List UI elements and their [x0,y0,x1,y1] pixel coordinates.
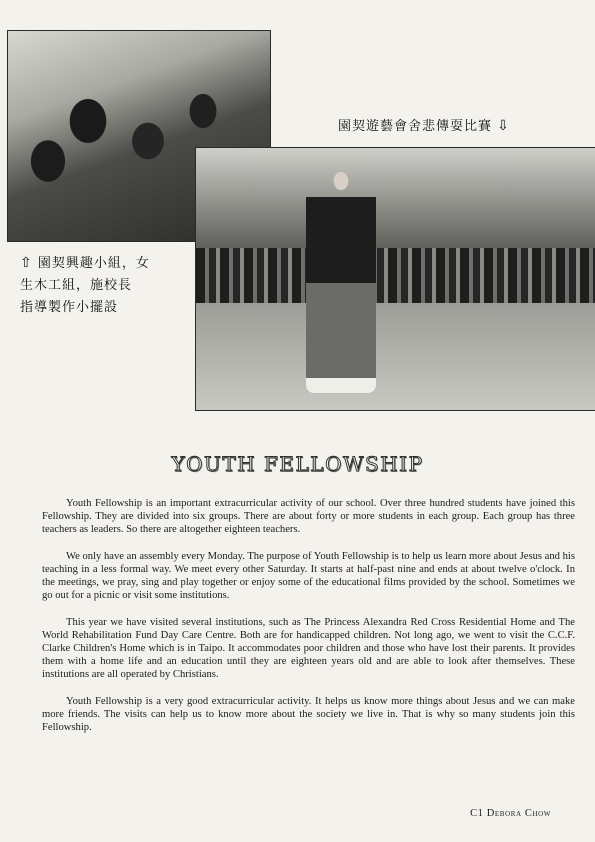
caption-top-text: 園契遊藝會舍悲傳耍比賽 [338,119,493,134]
caption-left-line-3: 指導製作小擺設 [20,300,119,315]
paragraph: This year we have visited several institutions, such as The Princess Alexandra Red Cross Residential Home and The World Rehabilitation Fund Day Care Centre. Both are for handicapped children. Not long ago, we went to visit the C.C.F. Clarke Children's Home which is in Taipo. It accommodates poor children and those who have lost their parents. It provides them with a home life and an education until they are eighteen years old and are able to look after themselves. These institutions are all operated by Christians. [42,617,575,680]
contest-photo [195,147,595,411]
paragraph: Youth Fellowship is a very good extracurricular activity. It helps us know more things about Jesus and we can make more friends. The visits can help us to know more about the society we live in. That is why so many students join this Fellowship. [42,696,575,733]
paragraph: We only have an assembly every Monday. The purpose of Youth Fellowship is to help us learn more about Jesus and his teaching in a less formal way. We meet every other Saturday. It starts at half-past nine and ends at about twelve o'clock. In the meetings, we pray, sing and play together or enjoy some of the educational films provided by the school. Sometimes we go out for a picnic or visit some institutions. [42,551,575,601]
article-title: YOUTH FELLOWSHIP [171,452,424,476]
arrow-up-icon: ⇧ [20,255,33,271]
author-byline: C1 Debora Chow [470,808,551,819]
caption-left-line-2: 生木工組，施校長 [20,278,133,293]
contest-photo-caption [338,115,510,134]
article-body [42,497,575,748]
walking-student-figure [306,163,376,393]
woodwork-photo-caption [20,252,190,319]
paragraph: Youth Fellowship is an important extracurricular activity of our school. Over three hundred students have joined this Fellowship. They are divided into six groups. There are about forty or more students in each group. Each group has three teachers as leaders. So there are altogether eighteen teachers. [42,498,575,535]
arrow-down-icon: ⇩ [497,118,510,134]
caption-left-line-1: 園契興趣小組，女 [37,256,150,271]
audience-figures [196,248,595,303]
